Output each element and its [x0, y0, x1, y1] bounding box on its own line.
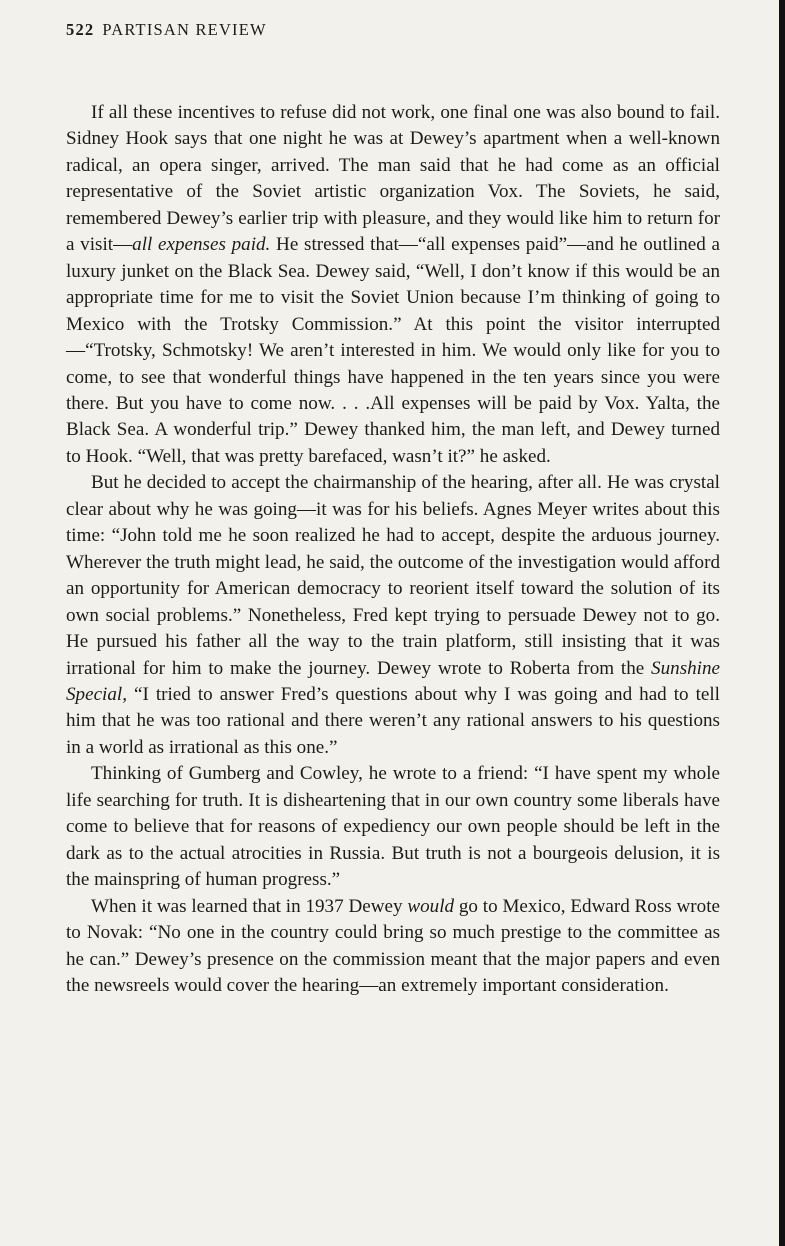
journal-title: PARTISAN REVIEW [102, 20, 267, 39]
italic-text-run: Sunshine Special, [66, 657, 720, 705]
italic-text-run: would [407, 895, 455, 917]
paragraph-2 [66, 470, 720, 761]
text-run: “I tried to answer Fred’s questions about why I was going and had to tell him that he was too rational and there weren’t any rational answers to his questions in a world as irrational as this one.” [66, 683, 720, 758]
page-edge [779, 0, 785, 1246]
running-header [66, 20, 267, 40]
paragraph-1 [66, 100, 720, 470]
page-number: 522 [66, 20, 95, 39]
article-body [66, 100, 720, 999]
text-run: He stressed that—“all expenses paid”—and he outlined a luxury junket on the Black Sea. Dewey said, “Well, I don’t know if this would be an appropriate time for me to visit the Soviet Union because I’m thinking of going to Mexico with the Trotsky Commission.” At this point the visitor interrupted—“Trotsky, Schmotsky! We aren’t interested in him. We would only like for you to come, to see that wonderful things have happened in the ten years since you were there. But you have to come now. . . .All expenses will be paid by Vox. Yalta, the Black Sea. A wonderful trip.” Dewey thanked him, the man left, and Dewey turned to Hook. “Well, that was pretty barefaced, wasn’t it?” he asked. [66, 234, 721, 467]
text-run: But he decided to accept the chairmanship of the hearing, after all. He was crystal clear about why he was going—it was for his beliefs. Agnes Meyer writes about this time: “John told me he soon realized he had to accept, despite the arduous journey. Wherever the truth might lead, he said, the outcome of the investigation would afford an opportunity for American democracy to reorient itself toward the solution of its own social problems.” Nonetheless, Fred kept trying to persuade Dewey not to go. He pursued his father all the way to the train platform, still insisting that it was irrational for him to make the journey. Dewey wrote to Roberta from the [66, 472, 720, 679]
paragraph-4 [66, 894, 720, 1000]
text-run: If all these incentives to refuse did not work, one final one was also bound to fail. Sidney Hook says that one night he was at Dewey’s apartment when a well-known radical, an opera singer, arrived. The man said that he had come as an official representative of the Soviet artistic organization Vox. The Soviets, he said, remembered Dewey’s earlier trip with pleasure, and they would like him to return for a visit— [66, 102, 720, 256]
text-run: When it was learned that in 1937 Dewey [91, 895, 408, 917]
text-run: Thinking of Gumberg and Cowley, he wrote to a friend: “I have spent my whole life searching for truth. It is disheartening that in our own country some liberals have come to believe that for reasons of expediency our own people should be left in the dark as to the actual atrocities in Russia. But truth is not a bourgeois delusion, it is the mainspring of human progress.” [66, 763, 720, 891]
text-run: go to Mexico, Edward Ross wrote to Novak: “No one in the country could bring so much prestige to the committee as he can.” Dewey’s presence on the commission meant that the major papers and even the newsreels would cover the hearing—an extremely important consideration. [66, 895, 720, 996]
italic-text-run: all expenses paid. [132, 234, 271, 256]
paragraph-3 [66, 761, 720, 893]
